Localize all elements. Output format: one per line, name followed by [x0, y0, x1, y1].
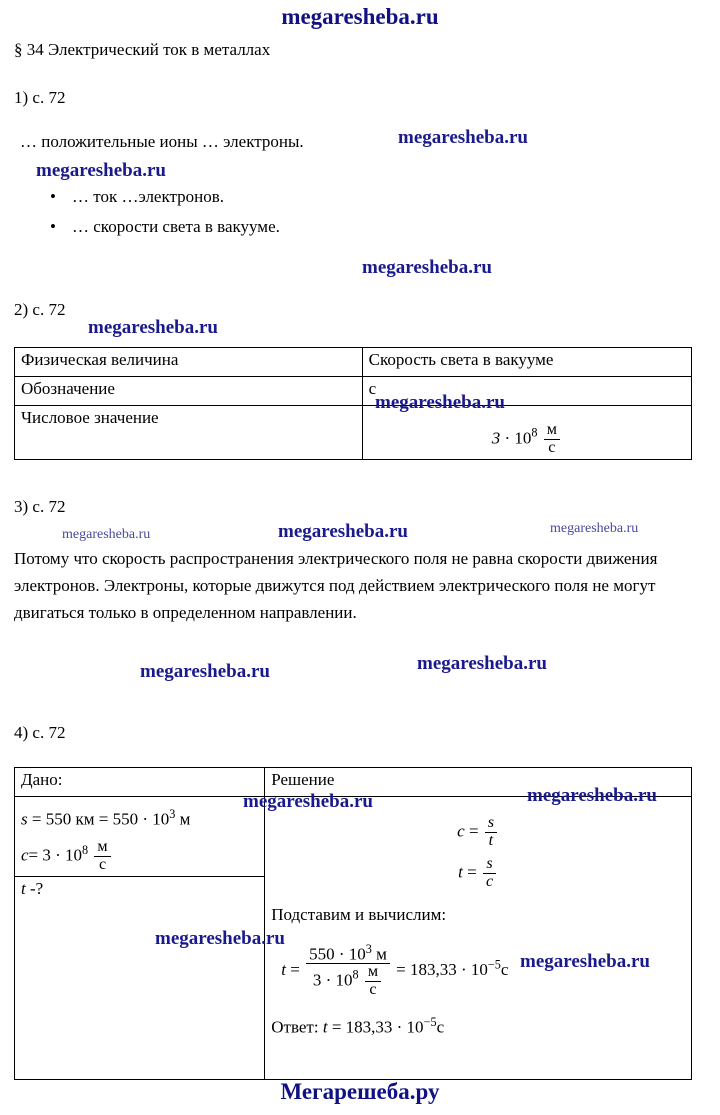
question-1-answer: … положительные ионы … электроны.	[20, 132, 304, 151]
page-footer-title: Мегарешеба.ру	[280, 1079, 440, 1104]
answer-label: Ответ:	[271, 1017, 319, 1037]
page-header-title: megaresheba.ru	[281, 4, 439, 29]
watermark: megaresheba.ru	[155, 928, 285, 949]
table-cell-name: Обозначение	[15, 377, 363, 406]
table-row	[15, 348, 692, 377]
table-row	[15, 406, 692, 460]
watermark: megaresheba.ru	[278, 521, 408, 542]
solution-body: c = $\frac{s}{t}$ t = $\frac{s}{c}$ Подставим и вычислим: t = $550 \cdot 10^3$ м $3 \cdot 10^8$ $\frac{м}{с}$ = $183,33 \cdot 10^{-5}с$ Ответ: $t = 183,33 \cdot 10^{-5}с$	[265, 797, 692, 1080]
table-row	[15, 377, 692, 406]
table-cell-value: Скорость света в вакууме	[362, 348, 691, 377]
question-3-label: 3) с. 72	[14, 497, 66, 516]
watermark: megaresheba.ru	[88, 317, 218, 338]
watermark: megaresheba.ru	[362, 257, 492, 278]
watermark: megaresheba.ru	[527, 785, 657, 806]
solution-header: Решение	[265, 768, 692, 797]
watermark: megaresheba.ru	[550, 521, 639, 536]
section-heading: § 34 Электрический ток в металлах	[14, 40, 271, 59]
table-cell-name: Физическая величина	[15, 348, 363, 377]
watermark: megaresheba.ru	[243, 791, 373, 812]
given-values: s = 550 км = $550 \cdot 10^3$ м $c= 3 \cdot 10^8$ $\frac{м}{с}$	[15, 797, 265, 877]
question-1-bullets	[42, 182, 280, 242]
watermark: megaresheba.ru	[140, 661, 270, 682]
watermark: megaresheba.ru	[417, 653, 547, 674]
substitute-label: Подставим и вычислим:	[271, 904, 447, 924]
watermark: megaresheba.ru	[375, 392, 505, 413]
watermark: megaresheba.ru	[36, 160, 166, 181]
table-cell-name: Числовое значение	[15, 406, 363, 460]
table-row	[15, 768, 692, 797]
table-row	[15, 797, 692, 877]
list-item: • … скорости света в вакууме.	[72, 212, 280, 242]
watermark: megaresheba.ru	[398, 127, 528, 148]
given-header: Дано:	[15, 768, 265, 797]
problem-table	[14, 767, 692, 1080]
table-cell-value: с	[362, 377, 691, 406]
table-cell-value-math: $3 \cdot 10^8$ $\frac{м}{с}$	[362, 406, 691, 460]
quantity-table	[14, 347, 692, 460]
question-1-label: 1) с. 72	[14, 88, 66, 107]
list-item: • … ток …электронов.	[72, 182, 280, 212]
question-3-answer: Потому что скорость распространения электрического поля не равна скорости движения электронов. Электроны, которые движутся под действием электрического поля не могут двигаться только в определенном направлении.	[14, 549, 658, 622]
find-value: t -?	[15, 876, 265, 1079]
watermark: megaresheba.ru	[62, 527, 151, 542]
watermark: megaresheba.ru	[520, 951, 650, 972]
question-2-label: 2) с. 72	[14, 300, 66, 319]
question-4-label: 4) с. 72	[14, 723, 66, 742]
